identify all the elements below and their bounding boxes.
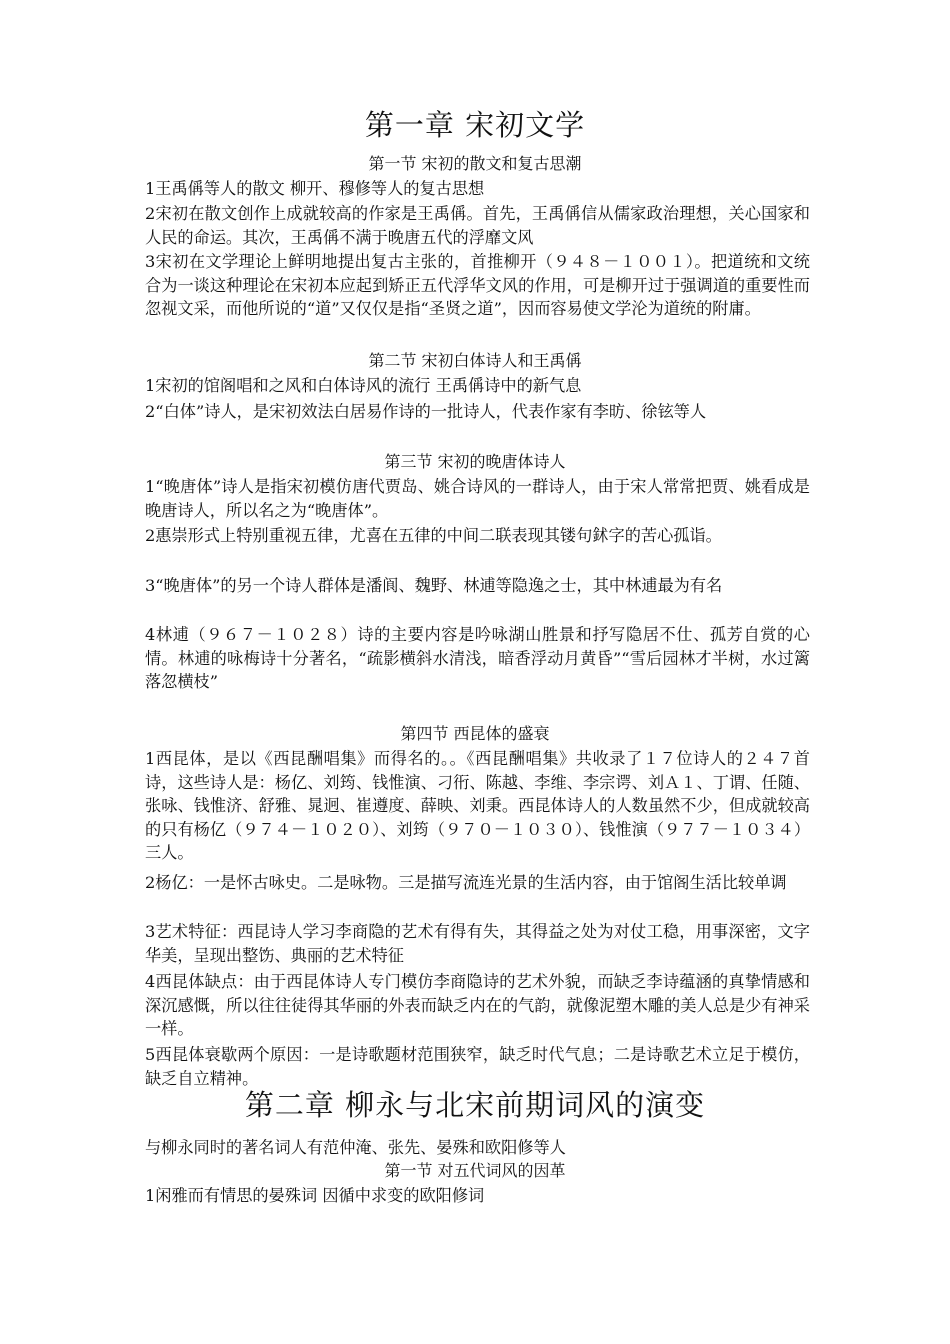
chapter-1-title: 第一章 宋初文学 <box>364 108 586 142</box>
paragraph: 2杨亿：一是怀古咏史。二是咏物。三是描写流连光景的生活内容，由于馆阁生活比较单调 <box>145 873 787 892</box>
section-1-4-title: 第四节 西昆体的盛衰 <box>400 724 550 743</box>
paragraph: 1王禹偁等人的散文 柳开、穆修等人的复古思想 <box>145 179 485 198</box>
paragraph: 2“白体”诗人，是宋初效法白居易作诗的一批诗人，代表作家有李昉、徐铉等人 <box>145 402 707 421</box>
paragraph: 1西昆体，是以《西昆酬唱集》而得名的。。《西昆酬唱集》共收录了１７位诗人的２４７首诗，这些诗人是：杨亿、刘筠、钱惟演、刁衎、陈越、李维、李宗谔、刘Ａ１、丁谓、任随、张咏、钱惟济、舒雅、晁迥、崔遵度、薛映、刘秉。西昆体诗人的人数虽然不少，但成就较高的只有杨亿（９７４－１０２０）、刘筠（９７０－１０３０）、钱惟演（９７７－１０３４）三人。 <box>145 749 810 862</box>
paragraph: 5西昆体衰歇两个原因：一是诗歌题材范围狭窄，缺乏时代气息；二是诗歌艺术立足于模仿，缺乏自立精神。 <box>145 1045 810 1088</box>
paragraph: 2惠崇形式上特别重视五律，尤喜在五律的中间二联表现其镂句鉥字的苦心孤诣。 <box>145 526 722 545</box>
section-1-2-title: 第二节 宋初白体诗人和王禹偁 <box>368 351 582 370</box>
chapter-2-intro: 与柳永同时的著名词人有范仲淹、张先、晏殊和欧阳修等人 <box>145 1138 566 1157</box>
paragraph: 3宋初在文学理论上鲜明地提出复古主张的，首推柳开（９４８－１００１）。把道统和文统合为一谈这种理论在宋初本应起到矫正五代浮华文风的作用，可是柳开过于强调道的重要性而忽视文采，而他所说的“道”又仅仅是指“圣贤之道”，因而容易使文学沦为道统的附庸。 <box>145 252 810 318</box>
chapter-2-title: 第二章 柳永与北宋前期词风的演变 <box>244 1088 706 1122</box>
section-1-3-title: 第三节 宋初的晚唐体诗人 <box>384 452 566 471</box>
paragraph: 4林逋（９６７－１０２８）诗的主要内容是吟咏湖山胜景和抒写隐居不仕、孤芳自赏的心情。林逋的咏梅诗十分著名，“疏影横斜水清浅，暗香浮动月黄昏”“雪后园林才半树，水过篱落忽横枝” <box>145 625 810 691</box>
paragraph: 1闲雅而有情思的晏殊词 因循中求变的欧阳修词 <box>145 1186 485 1205</box>
section-1-1-title: 第一节 宋初的散文和复古思潮 <box>368 154 582 173</box>
paragraph: 3“晚唐体”的另一个诗人群体是潘阆、魏野、林逋等隐逸之士，其中林逋最为有名 <box>145 576 723 595</box>
paragraph: 4西昆体缺点：由于西昆体诗人专门模仿李商隐诗的艺术外貌，而缺乏李诗蕴涵的真挚情感和深沉感慨，所以往往徒得其华丽的外表而缺乏内在的气韵，就像泥塑木雕的美人总是少有神采一样。 <box>145 972 810 1038</box>
paragraph: 2宋初在散文创作上成就较高的作家是王禹偁。首先，王禹偁信从儒家政治理想，关心国家和人民的命运。其次，王禹偁不满于晚唐五代的浮靡文风 <box>145 204 810 247</box>
paragraph: 1宋初的馆阁唱和之风和白体诗风的流行 王禹偁诗中的新气息 <box>145 376 582 395</box>
section-2-1-title: 第一节 对五代词风的因革 <box>384 1161 566 1180</box>
paragraph: 3艺术特征：西昆诗人学习李商隐的艺术有得有失，其得益之处为对仗工稳，用事深密，文字华美，呈现出整饬、典丽的艺术特征 <box>145 922 810 965</box>
paragraph: 1“晚唐体”诗人是指宋初模仿唐代贾岛、姚合诗风的一群诗人，由于宋人常常把贾、姚看成是晚唐诗人，所以名之为“晚唐体”。 <box>145 477 810 520</box>
